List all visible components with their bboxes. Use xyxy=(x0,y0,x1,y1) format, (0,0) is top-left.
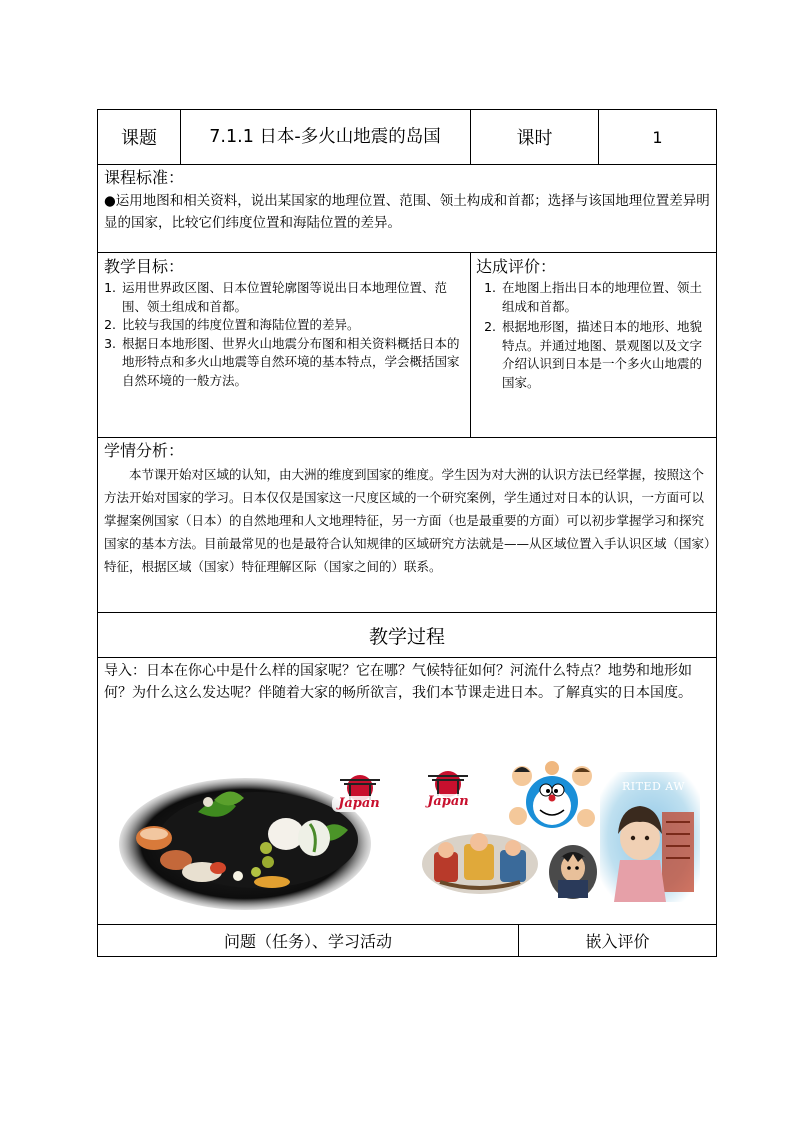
process-heading: 教学过程 xyxy=(368,625,445,648)
japan-logo-text: Japan xyxy=(427,794,469,809)
japan-logo-image xyxy=(420,766,476,816)
evaluation-heading: 达成评价： xyxy=(476,257,557,276)
goals-list xyxy=(104,279,466,390)
festival-image xyxy=(420,830,540,896)
analysis-section xyxy=(104,441,712,578)
goals-heading: 教学目标： xyxy=(104,257,185,276)
anime-portrait-image xyxy=(548,842,598,900)
evaluation-item: 1. 在地图上指出日本的地理位置、领土组成和首都。 xyxy=(500,279,712,316)
goal-item: 3. 根据日本地形图、世界火山地震分布图和相关资料概括日本的地形特点和多火山地震等自然环境的基本特点，学会概括国家自然环境的一般方法。 xyxy=(120,335,466,391)
goals-section xyxy=(104,257,466,390)
spirited-away-poster-image xyxy=(600,772,700,902)
table-border-right xyxy=(716,109,717,957)
table-border-left xyxy=(97,109,98,957)
japan-logo-image xyxy=(330,770,386,818)
row-divider-3 xyxy=(97,437,717,438)
intro-section xyxy=(104,660,712,704)
standard-section xyxy=(104,168,712,234)
period-label: 课时 xyxy=(516,128,553,149)
standard-text: ●运用地图和相关资料，说出某国家的地理位置、范围、领土构成和首都；选择与该国地理位置差异明显的国家，比较它们纬度位置和海陆位置的差异。 xyxy=(104,193,710,231)
embed-evaluation-label: 嵌入评价 xyxy=(585,932,650,951)
japan-logo-text: Japan xyxy=(338,796,380,811)
evaluation-section xyxy=(476,257,712,392)
table-border-bottom xyxy=(97,956,717,957)
period-value: 1 xyxy=(652,127,663,147)
goal-item: 1. 运用世界政区图、日本位置轮廓图等说出日本地理位置、范围、领土组成和首都。 xyxy=(120,279,466,316)
row-divider-5 xyxy=(97,657,717,658)
evaluation-item: 2. 根据地形图，描述日本的地形、地貌特点。并通过地图、景观图以及文字介绍认识到日本是一个多火山地震的国家。 xyxy=(500,318,712,392)
standard-heading: 课程标准： xyxy=(104,168,185,187)
goals-divider xyxy=(470,252,471,438)
poster-title-text: RITED AW xyxy=(622,780,686,793)
row-divider-1 xyxy=(97,164,717,165)
analysis-text: 本节课开始对区域的认知，由大洲的维度到国家的维度。学生因为对大洲的认识方法已经掌握，按照这个方法开始对国家的学习。日本仅仅是国家这一尺度区域的一个研究案例，学生通过对日本的认识，一方面可以掌握案例国家（日本）的自然地理和人文地理特征，另一方面（也是最重要的方面）可以初步掌握学习和探究国家的基本方法。目前最常见的也是最符合认知规律的区域研究方法就是——从区域位置入手认识区域（国家）特征，根据区域（国家）特征理解区际（国家之间的）联系。 xyxy=(104,467,711,574)
topic-label: 课题 xyxy=(121,128,157,149)
intro-text: 日本在你心中是什么样的国家呢？它在哪？气候特征如何？河流什么特点？地势和地形如何？为什么这么发达呢？伴随着大家的畅所欲言，我们本节课走进日本。了解真实的日本国度。 xyxy=(104,663,692,701)
header-divider-1 xyxy=(180,109,181,165)
intro-label: 导入： xyxy=(104,663,146,679)
evaluation-list xyxy=(476,279,712,392)
goal-item: 2. 比较与我国的纬度位置和海陆位置的差异。 xyxy=(120,316,466,335)
topic-value: 7.1.1 日本-多火山地震的岛国 xyxy=(209,126,441,147)
analysis-heading: 学情分析： xyxy=(104,441,185,460)
doraemon-image xyxy=(508,760,596,836)
row-divider-2 xyxy=(97,252,717,253)
tasks-label: 问题（任务）、学习活动 xyxy=(223,932,392,951)
